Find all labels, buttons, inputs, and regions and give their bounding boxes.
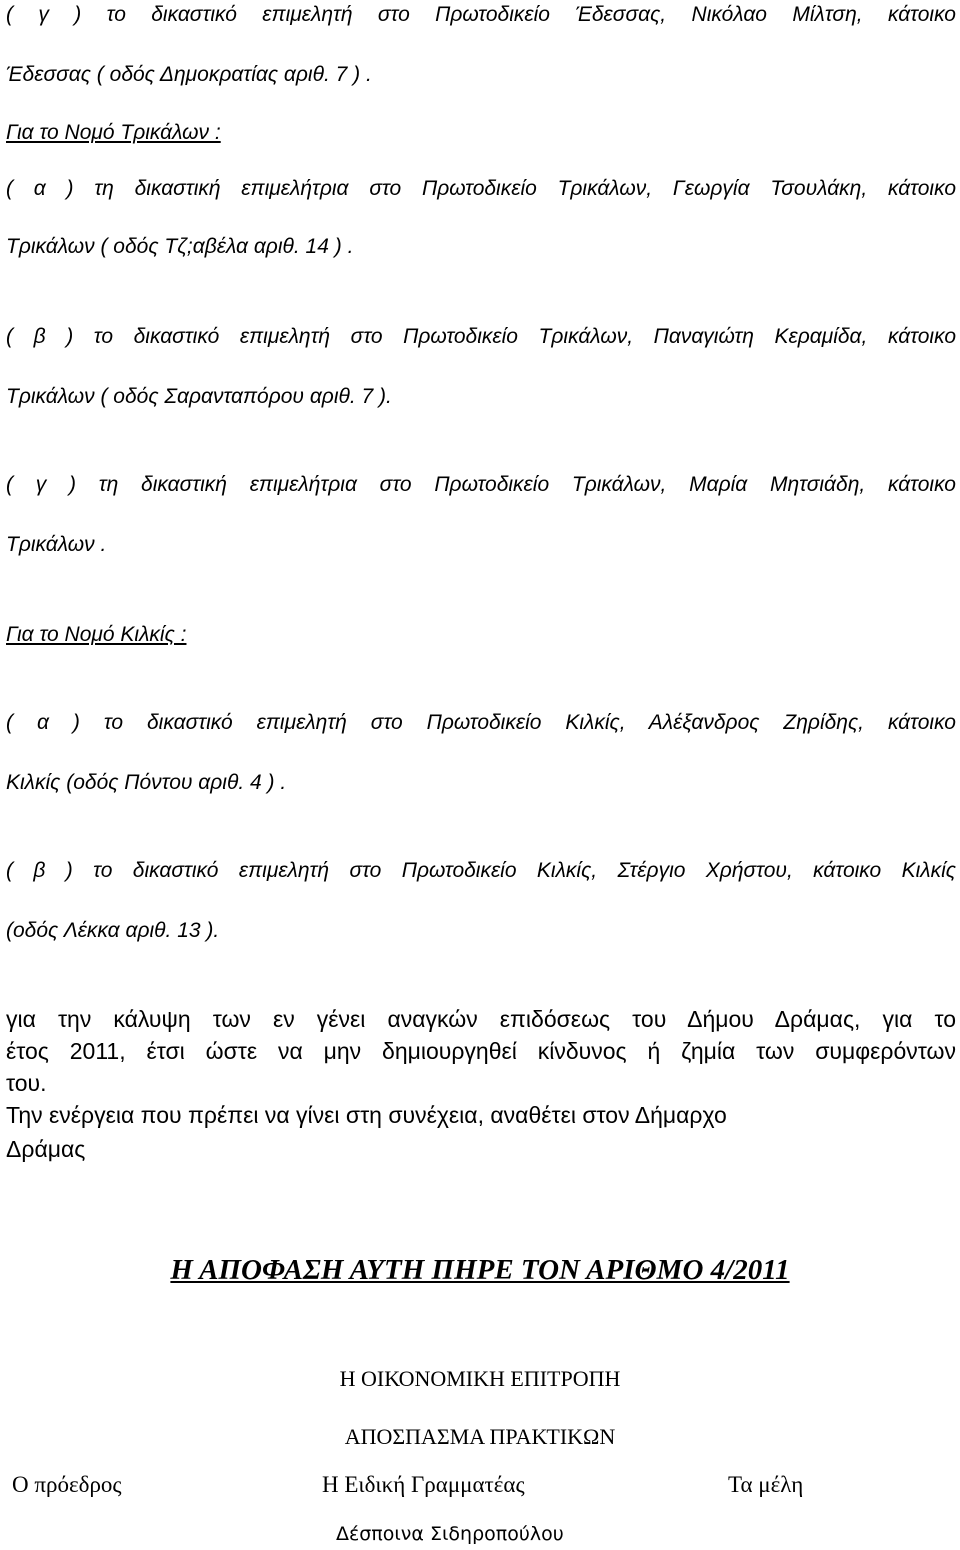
section-heading-kilkis: Για το Νομό Κιλκίς : xyxy=(6,623,187,646)
secretary-name: Δέσποινα Σιδηροπούλου xyxy=(336,1523,564,1545)
paragraph-line: Κιλκίς (οδός Πόντου αριθ. 4 ) . xyxy=(6,771,287,794)
excerpt-heading: ΑΠΟΣΠΑΣΜΑ ΠΡΑΚΤΙΚΩΝ xyxy=(344,1424,616,1449)
paragraph-line: ( γ ) το δικαστικό επιμελητή στο Πρωτοδικείο Έδεσσας, Νικόλαο Μίλτση, κάτοικο xyxy=(6,3,956,26)
closing-line: του. xyxy=(6,1070,47,1096)
closing-line: για την κάλυψη των εν γένει αναγκών επιδόσεως του Δήμου Δράμας, για το xyxy=(6,1006,956,1032)
paragraph-line: ( α ) το δικαστικό επιμελητή στο Πρωτοδικείο Κιλκίς, Αλέξανδρος Ζηρίδης, κάτοικο xyxy=(6,711,956,734)
signature-members: Τα μέλη xyxy=(728,1472,804,1497)
paragraph-line: (οδός Λέκκα αριθ. 13 ). xyxy=(6,919,220,942)
paragraph-line: Τρικάλων ( οδός Τζ;αβέλα αριθ. 14 ) . xyxy=(6,235,354,258)
paragraph-line: ( α ) τη δικαστική επιμελήτρια στο Πρωτοδικείο Τρικάλων, Γεωργία Τσουλάκη, κάτοικο xyxy=(6,177,956,200)
section-heading-trikala: Για το Νομό Τρικάλων : xyxy=(6,121,221,144)
closing-line: Την ενέργεια που πρέπει να γίνει στη συνέχεια, αναθέτει στον Δήμαρχο xyxy=(6,1102,727,1128)
decision-title: Η ΑΠΟΦΑΣΗ ΑΥΤΗ ΠΗΡΕ ΤΟΝ ΑΡΙΘΜΟ 4/2011 xyxy=(170,1254,790,1286)
paragraph-line: Έδεσσας ( οδός Δημοκρατίας αριθ. 7 ) . xyxy=(6,63,372,86)
committee-heading: Η ΟΙΚΟΝΟΜΙΚΗ ΕΠΙΤΡΟΠΗ xyxy=(339,1366,621,1391)
paragraph-line: Τρικάλων . xyxy=(6,533,107,556)
paragraph-line: ( β ) το δικαστικό επιμελητή στο Πρωτοδικείο Κιλκίς, Στέργιο Χρήστου, κάτοικο Κιλκίς xyxy=(6,859,956,882)
closing-line: έτος 2011, έτσι ώστε να μην δημιουργηθεί κίνδυνος ή ζημία των συμφερόντων xyxy=(6,1038,956,1064)
paragraph-line: Τρικάλων ( οδός Σαρανταπόρου αριθ. 7 ). xyxy=(6,385,392,408)
closing-line: Δράμας xyxy=(6,1136,86,1162)
signature-president: Ο πρόεδρος xyxy=(12,1472,122,1497)
paragraph-line: ( γ ) τη δικαστική επιμελήτρια στο Πρωτοδικείο Τρικάλων, Μαρία Μητσιάδη, κάτοικο xyxy=(6,473,956,496)
paragraph-line: ( β ) το δικαστικό επιμελητή στο Πρωτοδικείο Τρικάλων, Παναγιώτη Κεραμίδα, κάτοικο xyxy=(6,325,956,348)
signature-secretary: Η Ειδική Γραμματέας xyxy=(322,1472,525,1497)
